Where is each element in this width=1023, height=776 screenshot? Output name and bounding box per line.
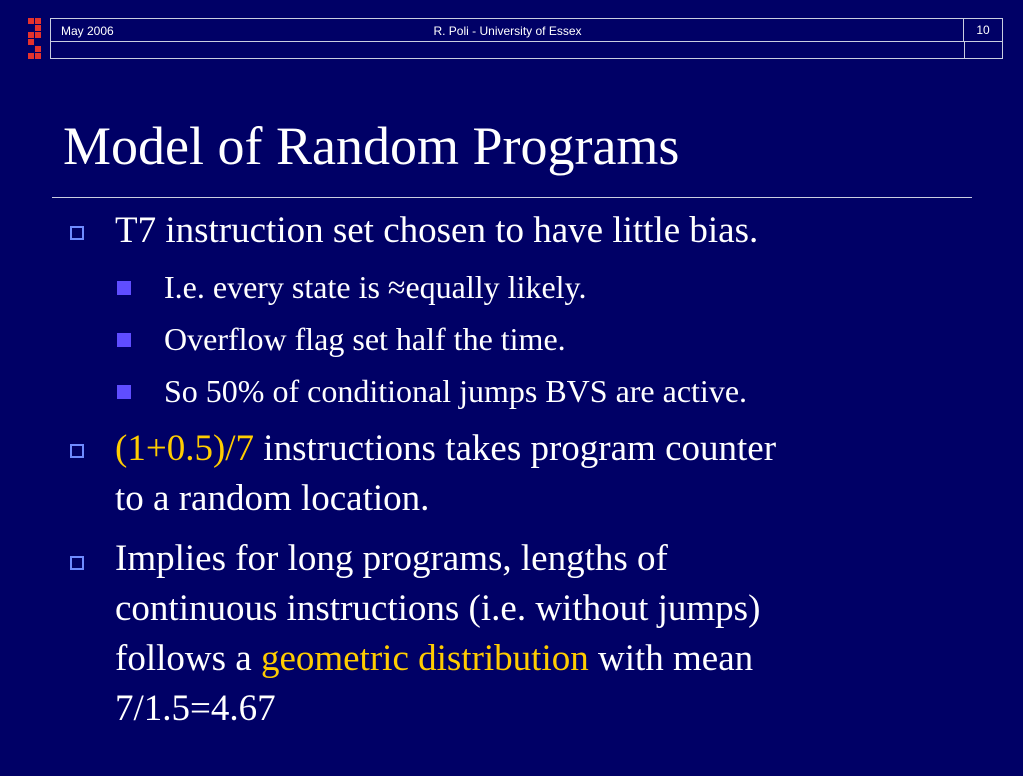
bullet-3-highlight: geometric distribution (260, 638, 589, 679)
sub-bullet-1: I.e. every state is ≈equally likely. (164, 269, 587, 305)
bullet-2-line-1 (115, 424, 945, 474)
bullet-3-line-1: Implies for long programs, lengths of (115, 538, 668, 579)
bullet-2-line-1-rest: instructions takes program counter (254, 428, 777, 469)
bullet-3-line-3-post: with mean (588, 638, 754, 679)
bullet-2-highlight: (1+0.5)/7 (115, 428, 255, 469)
hollow-square-bullet-icon (70, 444, 84, 458)
slide-title: Model of Random Programs (63, 116, 680, 176)
page-number: 10 (963, 19, 1002, 41)
bullet-2-line-2: to a random location. (115, 478, 430, 519)
hollow-square-bullet-icon (70, 556, 84, 570)
bullet-3-line-3 (115, 634, 945, 684)
hollow-square-bullet-icon (70, 226, 84, 240)
bullet-3-line-2: continuous instructions (i.e. without jumps) (115, 588, 761, 629)
filled-square-bullet-icon (117, 333, 131, 347)
header-date: May 2006 (61, 24, 114, 38)
bullet-3-line-4: 7/1.5=4.67 (115, 688, 276, 729)
bullet-3-line-3-pre: follows a (115, 638, 261, 679)
header-presenter: R. Poli - University of Essex (433, 24, 582, 38)
filled-square-bullet-icon (117, 281, 131, 295)
bullet-1-text: T7 instruction set chosen to have little bias. (115, 210, 759, 251)
sub-bullet-3: So 50% of conditional jumps BVS are active. (164, 373, 748, 409)
sub-bullet-2: Overflow flag set half the time. (164, 321, 566, 357)
filled-square-bullet-icon (117, 385, 131, 399)
